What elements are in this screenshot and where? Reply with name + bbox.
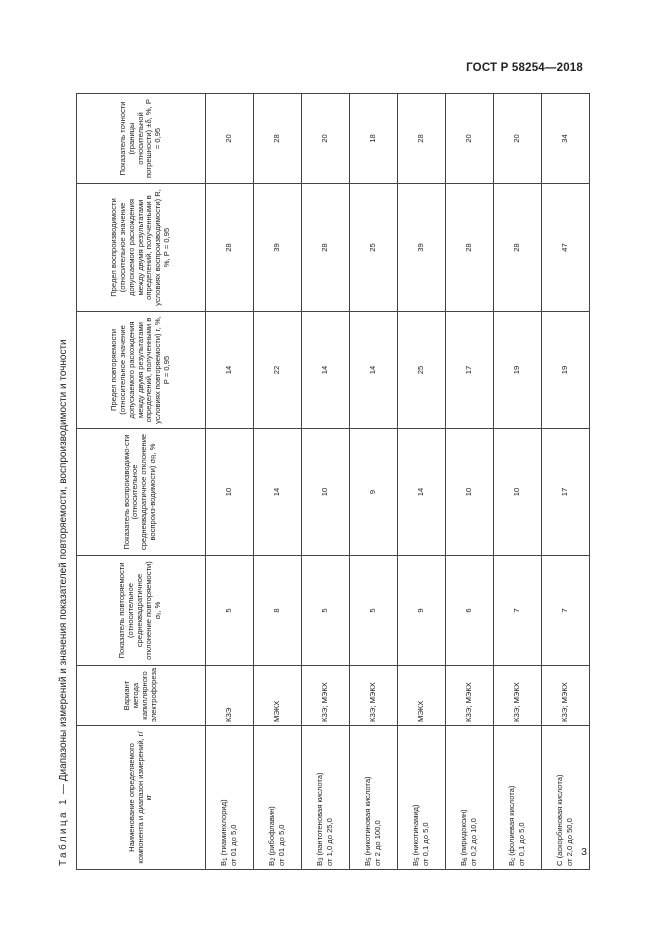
header-repeatability-text: Показатель повторяемости (относительное среднеквадратичное отклонение повторяемости) σ <box>117 561 162 660</box>
component-range: от 0,1 до 5,0 <box>517 822 527 866</box>
table-row <box>542 94 590 870</box>
cell-reproducibility: 9 <box>350 429 398 556</box>
component-range: от 2 до 100,0 <box>373 820 383 866</box>
cell-component <box>398 726 446 870</box>
cell-repeatability: 8 <box>254 556 302 666</box>
document-code: ГОСТ Р 58254—2018 <box>466 62 583 74</box>
component-name: (тиаминхлорид) <box>218 799 228 858</box>
cell-reproducibility-limit: 39 <box>398 184 446 312</box>
component-name: (никотинамид) <box>410 804 420 858</box>
header-reproducibility <box>77 429 206 556</box>
cell-accuracy: 20 <box>446 94 494 184</box>
component-symbol: C <box>554 860 564 866</box>
cell-reproducibility-limit: 28 <box>446 184 494 312</box>
component-symbol: B <box>266 860 276 866</box>
cell-repeatability-limit: 19 <box>494 312 542 429</box>
cell-reproducibility: 10 <box>446 429 494 556</box>
cell-reproducibility-limit: 39 <box>254 184 302 312</box>
header-accuracy: Показатель точности (границы относительной погрешности) ±δ, %, P = 0,95 <box>77 94 206 184</box>
table-header-row <box>77 94 206 870</box>
cell-accuracy: 20 <box>302 94 350 184</box>
cell-reproducibility: 17 <box>542 429 590 556</box>
table-row <box>302 94 350 870</box>
component-range: от 2,0 до 50,0 <box>565 818 575 866</box>
cell-repeatability: 9 <box>398 556 446 666</box>
cell-repeatability-limit: 17 <box>446 312 494 429</box>
table-row <box>206 94 254 870</box>
component-range: от 01 до 5,0 <box>277 824 287 866</box>
cell-method: КЗЭ; МЭКХ <box>542 666 590 726</box>
table-row <box>254 94 302 870</box>
component-symbol: B <box>314 860 324 866</box>
component-name: (пантотеновая кислота) <box>314 772 324 858</box>
header-reproducibility-text: Показатель воспроизводимо-сти (относительное среднеквадратичное отклонение воспроиз-водимости) σ <box>121 433 158 551</box>
table-caption-text: — Диапазоны измерений и значения показателей повторяемости, воспроизводимости и точности <box>58 339 69 797</box>
cell-repeatability: 6 <box>446 556 494 666</box>
data-table <box>76 93 590 870</box>
component-name: (рибофлавин) <box>266 806 276 858</box>
table-body <box>206 94 590 870</box>
header-repeatability-suffix: , % <box>152 601 162 613</box>
cell-method: МЭКХ <box>398 666 446 726</box>
component-name: (пиридоксин) <box>458 809 468 858</box>
header-reproducibility-sub: R <box>152 454 159 459</box>
component-subscript: 5 <box>366 857 373 861</box>
component-range: от 0,1 до 5,0 <box>421 822 431 866</box>
component-range: от 1,0 до 25,0 <box>325 818 335 866</box>
header-reproducibility-suffix: , % <box>148 443 158 455</box>
component-name: (фолиевая кислота) <box>506 785 516 858</box>
cell-reproducibility-limit: 28 <box>206 184 254 312</box>
table-row <box>446 94 494 870</box>
cell-accuracy: 20 <box>206 94 254 184</box>
cell-method: МЭКХ <box>254 666 302 726</box>
cell-component <box>446 726 494 870</box>
cell-reproducibility: 14 <box>398 429 446 556</box>
header-repeatability <box>77 556 206 666</box>
cell-component <box>254 726 302 870</box>
component-symbol: B <box>362 860 372 866</box>
component-symbol: B <box>458 860 468 866</box>
component-subscript: 6 <box>462 857 469 861</box>
cell-method: КЗЭ; МЭКХ <box>350 666 398 726</box>
table-row <box>350 94 398 870</box>
cell-component <box>350 726 398 870</box>
cell-repeatability: 7 <box>494 556 542 666</box>
component-symbol: B <box>218 860 228 866</box>
cell-reproducibility-limit: 28 <box>302 184 350 312</box>
component-name: (аскорбиновая кислота) <box>554 774 564 861</box>
cell-method: КЗЭ; МЭКХ <box>446 666 494 726</box>
component-subscript: 3 <box>318 857 325 861</box>
cell-accuracy: 28 <box>398 94 446 184</box>
cell-repeatability-limit: 19 <box>542 312 590 429</box>
component-range: от 01 до 5,0 <box>229 824 239 866</box>
cell-reproducibility: 10 <box>206 429 254 556</box>
component-range: от 0,2 до 10,0 <box>469 818 479 866</box>
cell-reproducibility-limit: 47 <box>542 184 590 312</box>
cell-component <box>206 726 254 870</box>
table-row <box>398 94 446 870</box>
cell-accuracy: 34 <box>542 94 590 184</box>
cell-reproducibility-limit: 28 <box>494 184 542 312</box>
cell-reproducibility-limit: 25 <box>350 184 398 312</box>
cell-accuracy: 20 <box>494 94 542 184</box>
table-caption-label: Таблица 1 <box>58 796 69 866</box>
cell-repeatability: 5 <box>350 556 398 666</box>
cell-repeatability-limit: 14 <box>206 312 254 429</box>
table-row <box>494 94 542 870</box>
component-name: (никотиновая кислота) <box>362 776 372 858</box>
cell-component <box>494 726 542 870</box>
header-repeatability-limit: Предел повторяемости (относительное значение допускаемого расхождения между двумя результатами определений, полученными в условиях повторяемости) r, %, P = 0,95 <box>77 312 206 429</box>
cell-repeatability: 5 <box>206 556 254 666</box>
component-symbol: B <box>506 860 516 866</box>
cell-repeatability-limit: 25 <box>398 312 446 429</box>
component-subscript: c <box>510 857 517 861</box>
component-symbol: B <box>410 860 420 866</box>
component-subscript: 1 <box>222 857 229 861</box>
cell-reproducibility: 10 <box>494 429 542 556</box>
component-subscript: 5 <box>414 857 421 861</box>
cell-accuracy: 18 <box>350 94 398 184</box>
header-component: Наименование определяемого компонента и диапазон измерений, г/кг <box>77 726 206 870</box>
cell-method: КЗЭ; МЭКХ <box>494 666 542 726</box>
header-method: Вариант метода капиллярного электрофореза <box>77 666 206 726</box>
cell-accuracy: 28 <box>254 94 302 184</box>
cell-repeatability: 5 <box>302 556 350 666</box>
cell-method: КЗЭ <box>206 666 254 726</box>
table-caption <box>52 80 76 870</box>
cell-reproducibility: 14 <box>254 429 302 556</box>
header-reproducibility-limit: Предел воспроизводимости (относительное значение допускаемого расхождения между двумя результатами определений, полученными в условиях воспроизводимости) R, %, P = 0,95 <box>77 184 206 312</box>
cell-method: КЗЭ; МЭКХ <box>302 666 350 726</box>
component-subscript: 2 <box>270 857 277 861</box>
cell-repeatability-limit: 22 <box>254 312 302 429</box>
rotated-table-block <box>52 80 607 870</box>
cell-repeatability-limit: 14 <box>302 312 350 429</box>
cell-repeatability: 7 <box>542 556 590 666</box>
header-repeatability-sub: r <box>156 612 163 615</box>
page-number: 3 <box>581 846 587 858</box>
cell-component <box>302 726 350 870</box>
cell-reproducibility: 10 <box>302 429 350 556</box>
cell-repeatability-limit: 14 <box>350 312 398 429</box>
